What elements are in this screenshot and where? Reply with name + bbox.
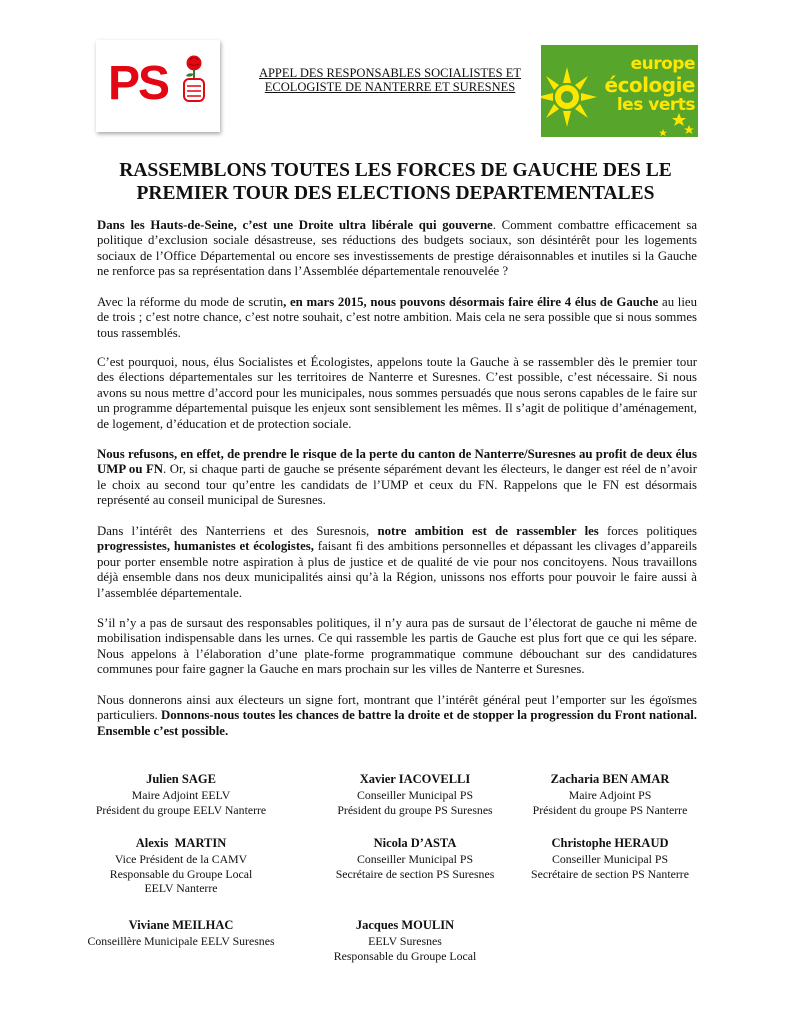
p4-text: . Or, si chaque parti de gauche se présente séparément devant les électeurs, le danger est réel de n’avoir le choix au second tour qu’entre les candidats de l’UMP et ceux du FN. Rappelons que le FN est désormais représenté au conseil municipal de Suresnes. xyxy=(97,462,697,508)
ps-logo-text: PS xyxy=(108,57,169,110)
signatory-role: Vice Président de la CAMV xyxy=(114,852,248,866)
signatory-role: Maire Adjoint PS xyxy=(568,788,652,802)
p4-bold: Nous refusons, en effet, de prendre le risque de la perte du canton de Nanterre/Suresnes au profit de deux élus UMP ou FN xyxy=(97,447,697,477)
signatory-role: Conseillère Municipale EELV Suresnes xyxy=(87,934,275,948)
signatory-5 xyxy=(315,836,515,881)
p1-text: . Comment combattre efficacement sa politique d’exclusion sociale désastreuse, ses réductions des budgets sociaux, son désintérêt pour les logements sociaux de l’Office Départemental ou encore ses investissements de prestige déraisonnables et inutiles si la Gauche ne renforce pas sa représentation dans l’Assemblée départementale renouvelée ? xyxy=(97,218,697,279)
p5-bold-1: notre ambition est de rassembler les xyxy=(377,524,599,538)
signatory-role: EELV Suresnes xyxy=(368,934,442,948)
header-title-line1: APPEL DES RESPONSABLES SOCIALISTES ET xyxy=(258,66,522,80)
paragraph-1 xyxy=(97,218,697,280)
signatory-name: Julien SAGE xyxy=(146,772,216,786)
signatory-6 xyxy=(510,836,710,881)
main-title xyxy=(60,159,731,205)
signatory-name: Viviane MEILHAC xyxy=(128,918,234,932)
eelv-logo-line2: écologie xyxy=(604,73,695,97)
signatory-name: Xavier IACOVELLI xyxy=(359,772,471,786)
p2-text-b: au lieu de trois ; c’est notre chance, c’est notre souhait, c’est notre ambition. Mais cela ne sera possible que si nous sommes tous rassemblés. xyxy=(97,295,697,340)
signatory-role: Conseiller Municipal PS xyxy=(552,852,668,866)
paragraph-5 xyxy=(97,524,697,601)
signatory-role: Conseiller Municipal PS xyxy=(357,788,473,802)
paragraph-7 xyxy=(97,693,697,739)
signatory-role: Président du groupe EELV Nanterre xyxy=(95,802,267,817)
eelv-logo-line1: europe xyxy=(630,54,695,74)
signatory-role: Président du groupe PS Suresnes xyxy=(337,802,493,817)
signatory-1 xyxy=(81,772,281,817)
signatory-role: Secrétaire de section PS Suresnes xyxy=(335,866,495,881)
signatory-role: Responsable du Groupe Local xyxy=(333,948,477,963)
p7-bold: Donnons-nous toutes les chances de battre la droite et de stopper la progression du Front national. Ensemble c’est possible. xyxy=(97,708,697,738)
p2-text-a: Avec la réforme du mode de scrutin xyxy=(97,295,284,309)
signatory-name: Jacques MOULIN xyxy=(355,918,455,932)
signatory-role: Conseiller Municipal PS xyxy=(357,852,473,866)
signatory-name: Christophe HERAUD xyxy=(551,836,669,850)
ps-logo xyxy=(96,40,220,132)
header-title xyxy=(240,66,540,94)
p2-bold: , en mars 2015, nous pouvons désormais faire élire 4 élus de Gauche xyxy=(283,295,659,309)
paragraph-4 xyxy=(97,447,697,509)
signatory-role: Maire Adjoint EELV xyxy=(131,788,231,802)
p5-text-c: faisant fi des ambitions personnelles et dépassant les clivages d’appareils pour porter ensemble notre aspiration à plus de justice et de qualité de vie pour nos concitoyens. Nous travaillons déjà ensemble dans nos deux municipalités ainsi qu’à la Région, unissons nos efforts pour pouvoir le faire aussi à l’assemblée départementale. xyxy=(97,539,697,600)
signatory-role: Président du groupe PS Nanterre xyxy=(532,802,688,817)
paragraph-6 xyxy=(97,616,697,678)
signatory-role: EELV Nanterre xyxy=(144,881,218,895)
paragraph-2 xyxy=(97,295,697,341)
eelv-logo xyxy=(541,45,698,137)
p3-text: C’est pourquoi, nous, élus Socialistes et Écologistes, appelons toute la Gauche à se rassembler dès le premier tour des élections départementales sur les territoires de Nanterre et Suresnes. C’est possible, c’est nécessaire. Si nous avons su nous mettre d’accord pour les municipales, nous sommes persuadés que nous serons capables de le faire sur un programme départemental puisque les enjeux sont sensiblement les mêmes. Il s’agit de politique d’aménagement, de logement, d’éducation et de protection sociale. xyxy=(97,355,697,431)
eelv-logo-line3: les verts xyxy=(616,95,695,115)
signatory-role: Secrétaire de section PS Nanterre xyxy=(531,866,689,881)
signatory-name: Alexis MARTIN xyxy=(135,836,227,850)
p5-bold-2: progressistes, humanistes et écologistes, xyxy=(97,539,314,554)
signatory-2 xyxy=(315,772,515,817)
p5-text-b: forces politiques xyxy=(598,524,697,538)
p6-text: S’il n’y a pas de sursaut des responsables politiques, il n’y aura pas de sursaut de l’électorat de gauche ni même de mobilisation indispensable dans les urnes. Ce qui rassemble les partis de Gauche est plus fort que ce qui les sépare. Nous appelons à l’élaboration d’une plate-forme programmatique commune débouchant sur des candidatures communes pour faire gagner la Gauche en mars prochain sur les villes de Nanterre et Suresnes. xyxy=(97,616,697,677)
main-title-line2: PREMIER TOUR DES ELECTIONS DEPARTEMENTALES xyxy=(136,183,655,204)
header-title-line2: ECOLOGISTE DE NANTERRE ET SURESNES xyxy=(264,80,516,94)
signatory-4 xyxy=(81,836,281,896)
p5-text-a: Dans l’intérêt des Nanterriens et des Suresnois, xyxy=(97,524,378,538)
p7-text: Nous donnerons ainsi aux électeurs un signe fort, montrant que l’intérêt général peut l’emporter sur les égoïsmes particuliers. xyxy=(97,693,697,723)
main-title-line1: RASSEMBLONS TOUTES LES FORCES DE GAUCHE DES LE xyxy=(119,160,672,181)
eelv-logo-text xyxy=(581,55,695,115)
signatory-3 xyxy=(510,772,710,817)
fist-rose-icon xyxy=(178,54,210,110)
signatory-name: Zacharia BEN AMAR xyxy=(550,772,670,786)
signatory-7 xyxy=(81,918,281,949)
signatory-8 xyxy=(305,918,505,963)
signatory-name: Nicola D’ASTA xyxy=(373,836,457,850)
p1-bold: Dans les Hauts-de-Seine, c’est une Droite ultra libérale qui gouverne xyxy=(97,218,493,232)
paragraph-3 xyxy=(97,355,697,432)
signatory-role: Responsable du Groupe Local xyxy=(109,866,253,881)
